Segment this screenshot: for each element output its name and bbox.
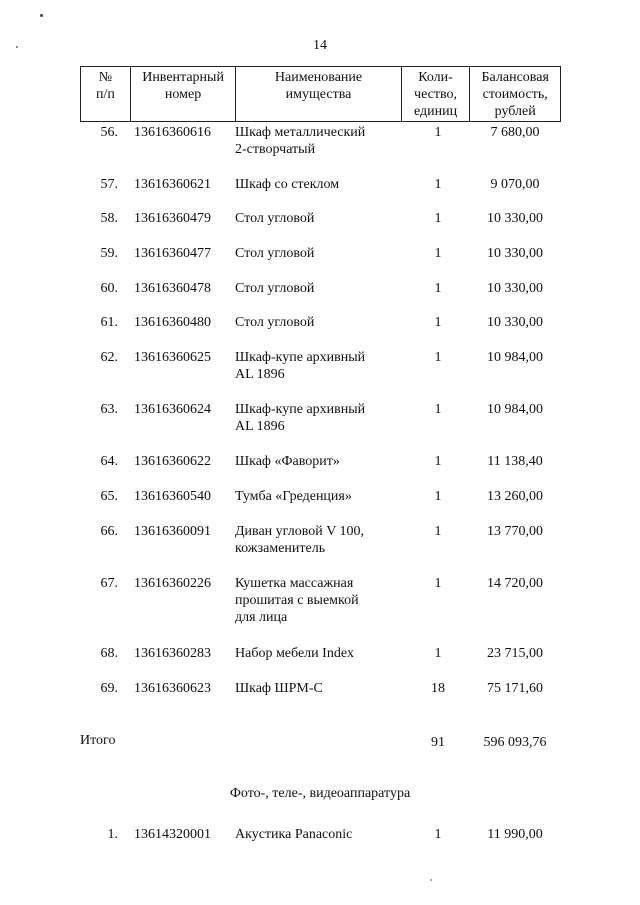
row-qty: 1 xyxy=(434,177,442,192)
row-name: Стол угловой xyxy=(235,281,315,296)
row-name: Кушетка массажная прошитая с выемкой для лица xyxy=(235,576,359,625)
row-qty: 1 xyxy=(434,827,442,842)
row-cost: 13 260,00 xyxy=(487,489,543,504)
header-cost: Балансовая стоимость, рублей xyxy=(481,70,549,119)
row-name: Шкаф металлический 2-створчатый xyxy=(235,125,366,157)
row-inventory: 13616360623 xyxy=(134,681,211,696)
row-cost: 23 715,00 xyxy=(487,646,543,661)
row-inventory: 13616360622 xyxy=(134,454,211,469)
row-num: 59. xyxy=(100,246,118,261)
row-num: 69. xyxy=(100,681,118,696)
row-qty: 1 xyxy=(434,524,442,539)
row-cost: 11 990,00 xyxy=(487,827,543,842)
row-num: 58. xyxy=(100,211,118,226)
row-inventory: 13616360625 xyxy=(134,350,211,365)
total-label: Итого xyxy=(80,733,116,748)
row-qty: 1 xyxy=(434,125,442,140)
row-cost: 14 720,00 xyxy=(487,576,543,591)
row-qty: 18 xyxy=(431,681,445,696)
scan-speck xyxy=(40,14,43,17)
row-num: 57. xyxy=(100,177,118,192)
row-name: Тумба «Греденция» xyxy=(235,489,352,504)
row-qty: 1 xyxy=(434,489,442,504)
row-qty: 1 xyxy=(434,402,442,417)
row-inventory: 13616360479 xyxy=(134,211,211,226)
row-inventory: 13616360226 xyxy=(134,576,211,591)
row-qty: 1 xyxy=(434,281,442,296)
row-cost: 10 330,00 xyxy=(487,281,543,296)
header-name: Наименование имущества xyxy=(236,67,401,121)
row-cost: 11 138,40 xyxy=(487,454,543,469)
row-cost: 13 770,00 xyxy=(487,524,543,539)
total-qty: 91 xyxy=(431,735,445,750)
row-inventory: 13616360283 xyxy=(134,646,211,661)
header-qty: Коли- чество, единиц xyxy=(402,67,471,121)
row-name: Стол угловой xyxy=(235,211,315,226)
row-cost: 10 330,00 xyxy=(487,315,543,330)
row-inventory: 13616360091 xyxy=(134,524,211,539)
row-num: 1. xyxy=(107,827,118,842)
row-num: 67. xyxy=(100,576,118,591)
row-qty: 1 xyxy=(434,454,442,469)
row-num: 62. xyxy=(100,350,118,365)
row-num: 61. xyxy=(100,315,118,330)
row-name: Стол угловой xyxy=(235,315,315,330)
row-name: Шкаф-купе архивный AL 1896 xyxy=(235,402,366,434)
row-inventory: 13616360621 xyxy=(134,177,211,192)
row-cost: 9 070,00 xyxy=(490,177,540,192)
row-inventory: 13616360480 xyxy=(134,315,211,330)
row-num: 63. xyxy=(100,402,118,417)
header-inventory: Инвентарный номер xyxy=(131,67,237,121)
row-num: 64. xyxy=(100,454,118,469)
row-inventory: 13616360478 xyxy=(134,281,211,296)
row-num: 60. xyxy=(100,281,118,296)
page-number: 14 xyxy=(313,38,327,53)
row-cost: 10 984,00 xyxy=(487,350,543,365)
row-qty: 1 xyxy=(434,211,442,226)
row-name: Шкаф «Фаворит» xyxy=(235,454,340,469)
row-inventory: 13616360616 xyxy=(134,125,211,140)
row-cost: 10 330,00 xyxy=(487,246,543,261)
row-name: Стол угловой xyxy=(235,246,315,261)
row-inventory: 13614320001 xyxy=(134,827,211,842)
row-inventory: 13616360540 xyxy=(134,489,211,504)
row-cost: 75 171,60 xyxy=(487,681,543,696)
row-name: Набор мебели Index xyxy=(235,646,355,661)
scan-speck xyxy=(430,879,432,881)
row-cost: 10 984,00 xyxy=(487,402,543,417)
row-qty: 1 xyxy=(434,315,442,330)
row-qty: 1 xyxy=(434,246,442,261)
row-name: Шкаф со стеклом xyxy=(235,177,340,192)
row-qty: 1 xyxy=(434,350,442,365)
row-cost: 7 680,00 xyxy=(490,125,540,140)
row-name: Шкаф-купе архивный AL 1896 xyxy=(235,350,366,382)
row-num: 65. xyxy=(100,489,118,504)
table-header xyxy=(80,66,561,122)
row-num: 66. xyxy=(100,524,118,539)
row-num: 68. xyxy=(100,646,118,661)
row-inventory: 13616360624 xyxy=(134,402,211,417)
row-name: Шкаф ШРМ-С xyxy=(235,681,323,696)
row-name: Акустика Panaconic xyxy=(235,827,353,842)
row-inventory: 13616360477 xyxy=(134,246,211,261)
row-qty: 1 xyxy=(434,576,442,591)
header-num: № п/п xyxy=(81,67,131,121)
total-cost: 596 093,76 xyxy=(483,735,547,750)
row-num: 56. xyxy=(100,125,118,140)
row-qty: 1 xyxy=(434,646,442,661)
section-title: Фото-, теле-, видеоаппаратура xyxy=(229,786,411,801)
row-name: Диван угловой V 100, кожзаменитель xyxy=(235,524,365,556)
row-cost: 10 330,00 xyxy=(487,211,543,226)
